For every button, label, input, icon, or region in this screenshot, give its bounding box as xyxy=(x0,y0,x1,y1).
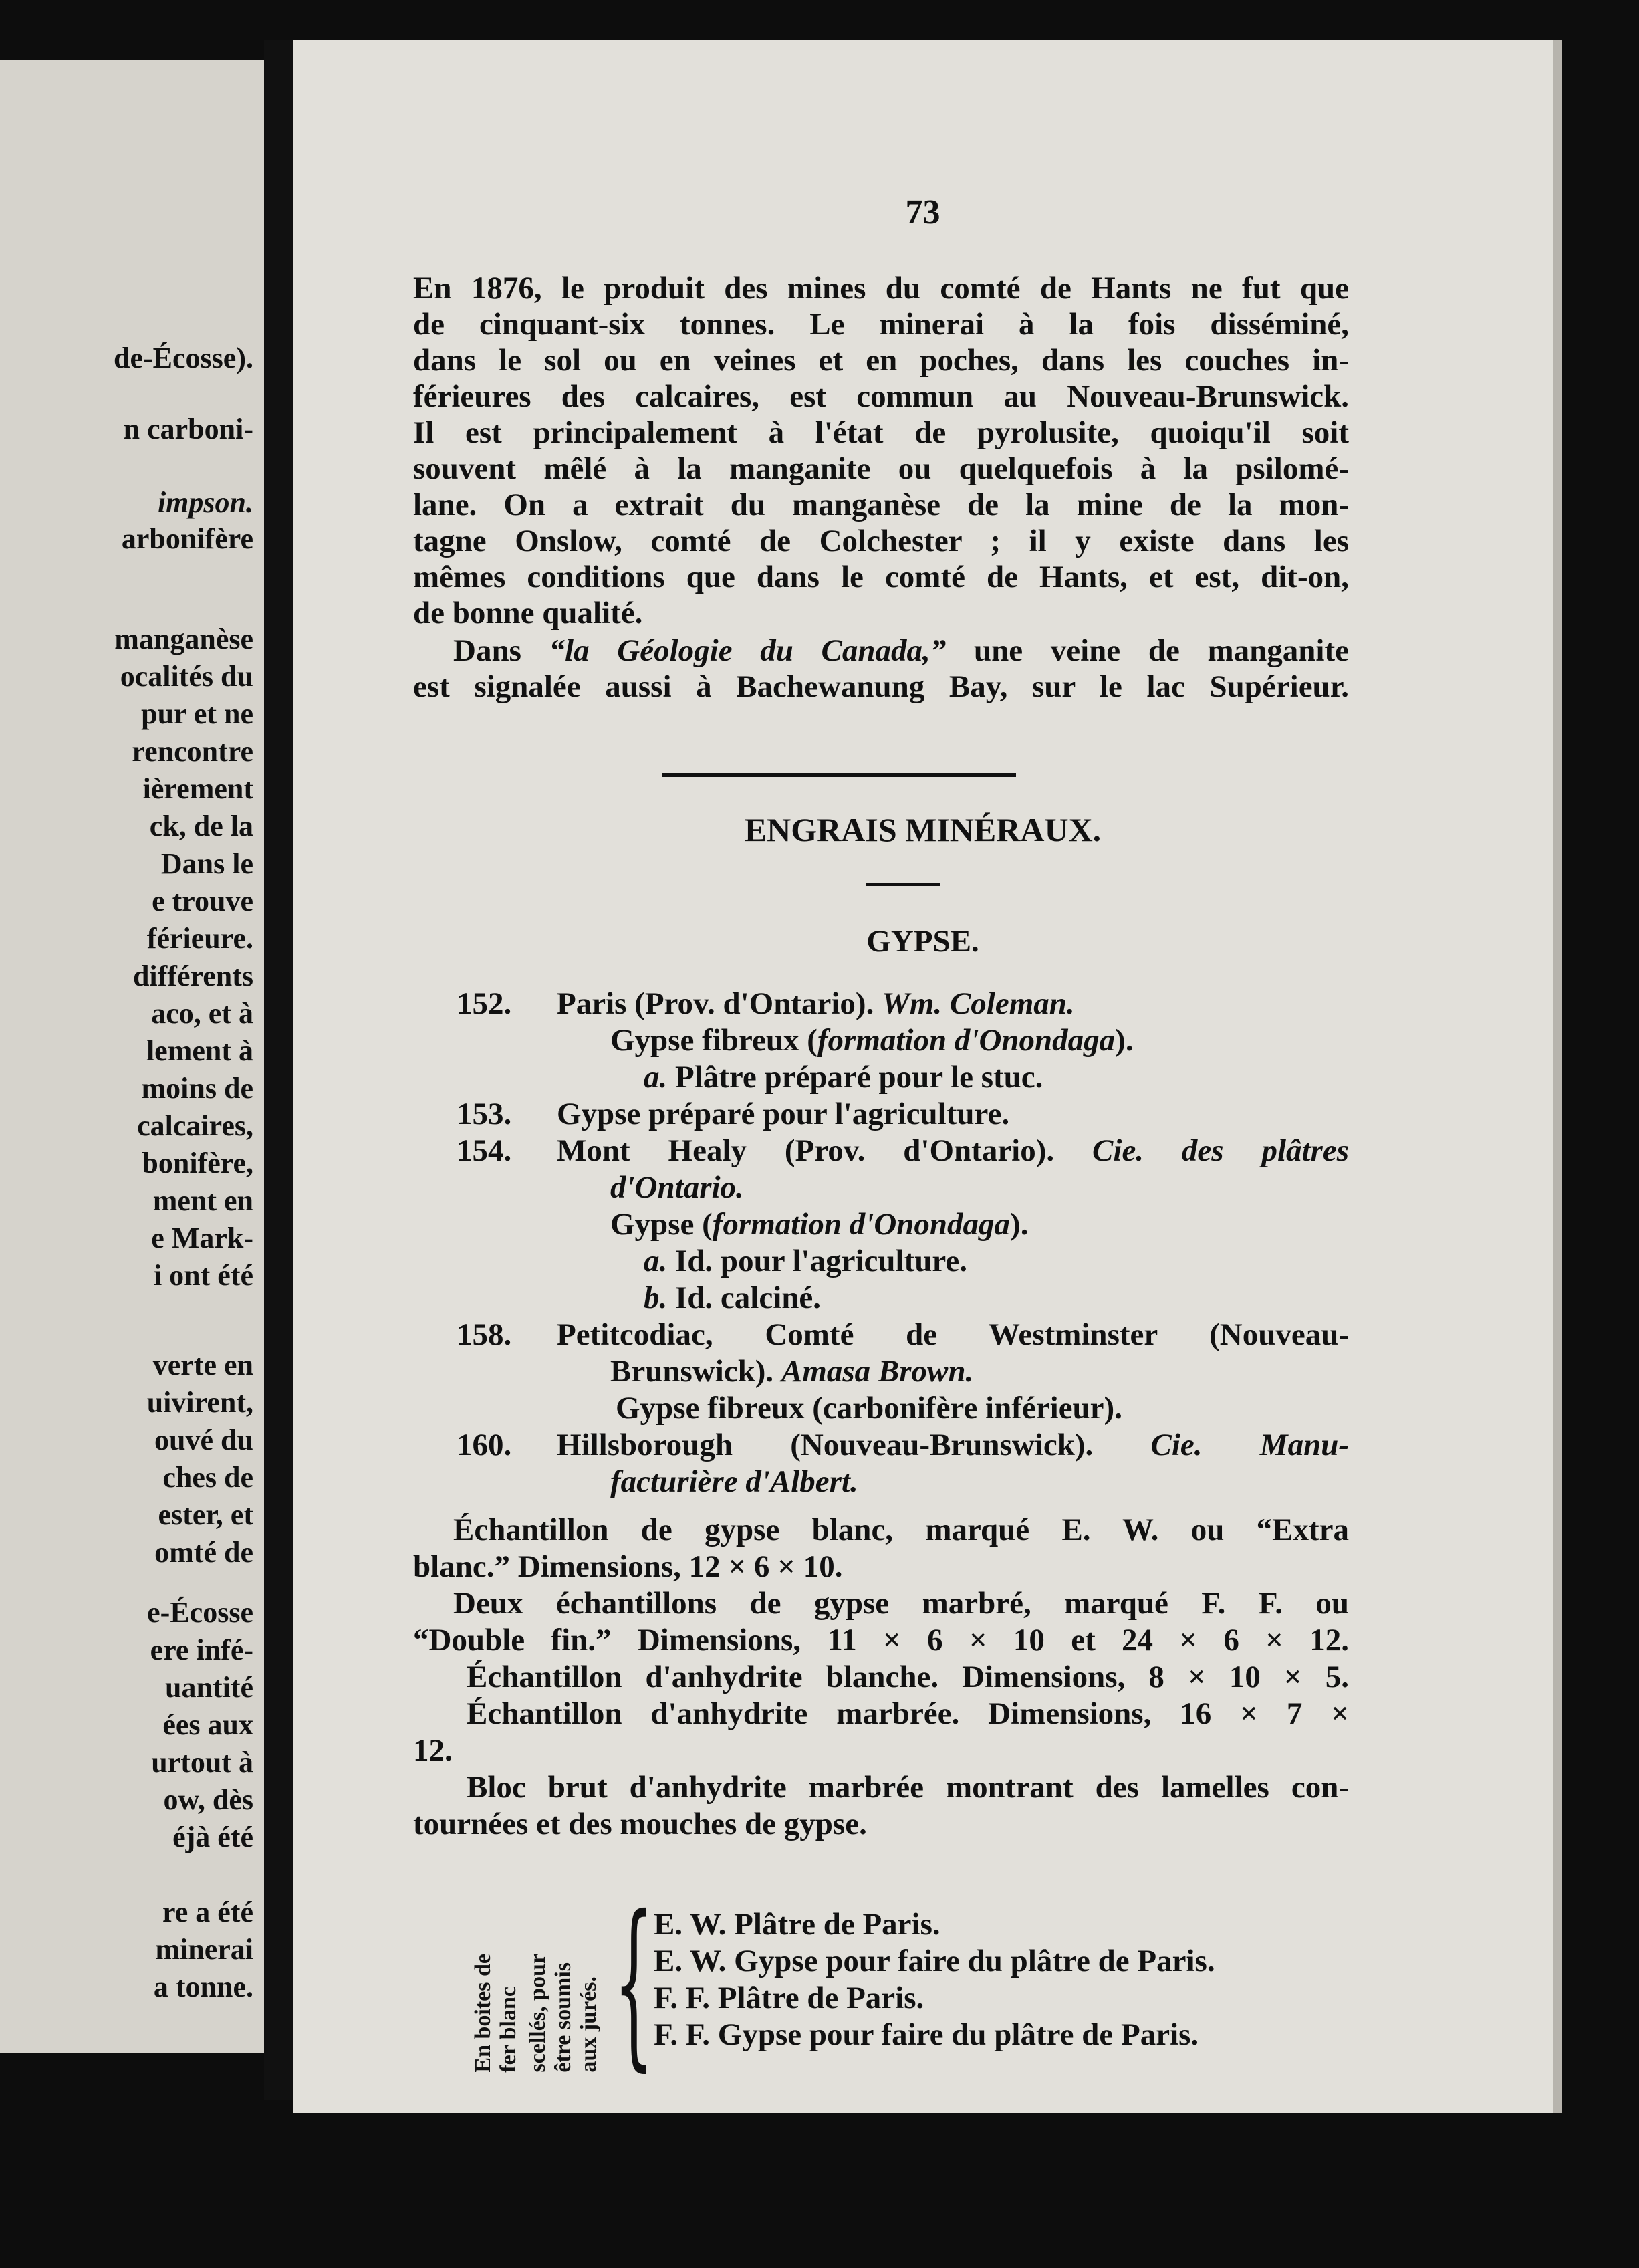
sample-line: blanc.” Dimensions, 12 × 6 × 10. xyxy=(413,1549,843,1584)
side-note-line: fer blanc xyxy=(496,1987,521,2073)
left-line: pur et ne xyxy=(141,697,253,730)
left-line: minerai xyxy=(155,1933,253,1966)
left-line: re a été xyxy=(162,1896,253,1928)
entry-154-line: a. Id. pour l'agriculture. xyxy=(644,1244,967,1278)
entry-number: 152. xyxy=(457,986,512,1021)
entry-158-line: Brunswick). Amasa Brown. xyxy=(610,1354,974,1389)
left-line: urtout à xyxy=(151,1746,253,1779)
entry-152-line: a. Plâtre préparé pour le stuc. xyxy=(644,1060,1043,1095)
left-line: rencontre xyxy=(132,735,253,768)
sample-line: tournées et des mouches de gypse. xyxy=(413,1807,867,1841)
sample-line: “Double fin.” Dimensions, 11 × 6 × 10 et 24 × 6 × 12. xyxy=(413,1623,1349,1658)
sample-line: Échantillon d'anhydrite marbrée. Dimensions, 16 × 7 × xyxy=(467,1696,1349,1731)
left-line: ouvé du xyxy=(154,1424,253,1456)
left-line: Dans le xyxy=(160,847,253,880)
left-line: ere infé- xyxy=(150,1633,253,1666)
sample-line: Échantillon d'anhydrite blanche. Dimensions, 8 × 10 × 5. xyxy=(467,1660,1349,1694)
entry-154-line: Gypse (formation d'Onondaga). xyxy=(610,1207,1029,1242)
left-line: ées aux xyxy=(162,1708,253,1741)
left-line: lement à xyxy=(146,1034,253,1067)
left-line: ches de xyxy=(162,1461,253,1494)
entry-154-line: Mont Healy (Prov. d'Ontario). Cie. des plâtres xyxy=(557,1133,1350,1168)
left-line: omté de xyxy=(154,1536,253,1569)
entry-154-line: b. Id. calciné. xyxy=(644,1280,822,1315)
entry-160-line: facturière d'Albert. xyxy=(610,1464,858,1499)
left-line: n carboni- xyxy=(123,413,253,445)
entry-154-line: d'Ontario. xyxy=(610,1170,744,1205)
side-note-line: scellés, pour xyxy=(525,1954,550,2073)
intro-line: est signalée aussi à Bachewanung Bay, sur le lac Supérieur. xyxy=(413,669,1349,704)
left-line: manganèse xyxy=(114,622,253,655)
left-line: ow, dès xyxy=(163,1783,253,1816)
book-gutter xyxy=(264,40,294,2100)
page-73 xyxy=(293,40,1553,2113)
left-page-fragment xyxy=(0,60,264,2053)
left-line: uivirent, xyxy=(146,1386,253,1419)
left-line: moins de xyxy=(141,1072,253,1105)
intro-line: mêmes conditions que dans le comté de Hants, et est, dit-on, xyxy=(413,560,1349,594)
divider-rule xyxy=(662,773,1016,777)
intro-line: souvent mêlé à la manganite ou quelquefois à la psilomé- xyxy=(413,451,1349,486)
tin-box-line: E. W. Plâtre de Paris. xyxy=(654,1907,940,1942)
intro-line: tagne Onslow, comté de Colchester ; il y existe dans les xyxy=(413,524,1349,558)
left-line: impson. xyxy=(157,486,253,519)
entry-152-line: Gypse fibreux (formation d'Onondaga). xyxy=(610,1023,1134,1058)
left-line: a tonne. xyxy=(153,1970,253,2003)
left-line: ocalités du xyxy=(120,660,253,693)
entry-number: 154. xyxy=(457,1133,512,1168)
sample-line: Bloc brut d'anhydrite marbrée montrant des lamelles con- xyxy=(467,1770,1349,1805)
tin-box-line: F. F. Plâtre de Paris. xyxy=(654,1980,924,2015)
left-line: e-Écosse xyxy=(147,1596,253,1629)
left-line: e trouve xyxy=(152,885,253,917)
left-line: ck, de la xyxy=(149,810,253,842)
entry-number: 158. xyxy=(457,1317,512,1352)
entry-158-line: Petitcodiac, Comté de Westminster (Nouveau- xyxy=(557,1317,1349,1352)
entry-number: 153. xyxy=(457,1097,512,1131)
sample-line: Deux échantillons de gypse marbré, marqué F. F. ou xyxy=(453,1586,1349,1621)
sample-line: Échantillon de gypse blanc, marqué E. W. ou “Extra xyxy=(453,1512,1349,1547)
left-line: arbonifère xyxy=(121,522,253,555)
left-line: bonifère, xyxy=(142,1147,253,1179)
left-line: e Mark- xyxy=(151,1222,253,1254)
page-number: 73 xyxy=(905,193,940,231)
side-note-line: être soumis xyxy=(551,1962,576,2073)
left-line: calcaires, xyxy=(137,1109,253,1142)
left-line: de-Écosse). xyxy=(114,342,253,374)
section-title: ENGRAIS MINÉRAUX. xyxy=(744,811,1102,848)
entry-153-line: Gypse préparé pour l'agriculture. xyxy=(557,1097,1010,1131)
entry-152-line: Paris (Prov. d'Ontario). Wm. Coleman. xyxy=(557,986,1075,1021)
intro-line: férieures des calcaires, est commun au Nouveau-Brunswick. xyxy=(413,379,1349,414)
intro-line: Il est principalement à l'état de pyrolusite, quoiqu'il soit xyxy=(413,415,1349,450)
left-line: différents xyxy=(132,959,253,992)
intro-line: lane. On a extrait du manganèse de la mine de la mon- xyxy=(413,487,1349,522)
intro-paragraph-2: Dans “la Géologie du Canada,” une veine de manganite xyxy=(453,633,1349,668)
entry-158-line: Gypse fibreux (carbonifère inférieur). xyxy=(616,1391,1122,1426)
left-line: ment en xyxy=(152,1184,253,1217)
page-edge xyxy=(1553,40,1562,2113)
intro-line: dans le sol ou en veines et en poches, dans les couches in- xyxy=(413,343,1349,378)
side-note-line: En boites de xyxy=(471,1954,495,2073)
side-note xyxy=(472,1886,599,2073)
left-line: éjà été xyxy=(172,1821,253,1853)
tin-box-line: F. F. Gypse pour faire du plâtre de Paris. xyxy=(654,2017,1199,2052)
entry-160-line: Hillsborough (Nouveau-Brunswick). Cie. Manu- xyxy=(557,1428,1349,1462)
left-line: ièrement xyxy=(142,772,253,805)
intro-line: de cinquant-six tonnes. Le minerai à la fois disséminé, xyxy=(413,307,1349,342)
left-line: férieure. xyxy=(146,922,253,955)
curly-brace: { xyxy=(614,1877,654,2087)
tin-box-line: E. W. Gypse pour faire du plâtre de Paris. xyxy=(654,1944,1215,1978)
intro-line: de bonne qualité. xyxy=(413,596,643,631)
left-line: i ont été xyxy=(153,1259,253,1292)
left-line: uantité xyxy=(165,1671,253,1704)
left-line: ester, et xyxy=(158,1498,253,1531)
intro-line: En 1876, le produit des mines du comté de Hants ne fut que xyxy=(413,271,1349,306)
side-note-line: aux jurés. xyxy=(576,1976,601,2073)
left-line: aco, et à xyxy=(151,997,253,1030)
subsection-title: GYPSE. xyxy=(866,924,979,959)
sample-line: 12. xyxy=(413,1733,453,1768)
short-rule xyxy=(866,883,940,886)
entry-number: 160. xyxy=(457,1428,512,1462)
left-line: verte en xyxy=(152,1349,253,1381)
